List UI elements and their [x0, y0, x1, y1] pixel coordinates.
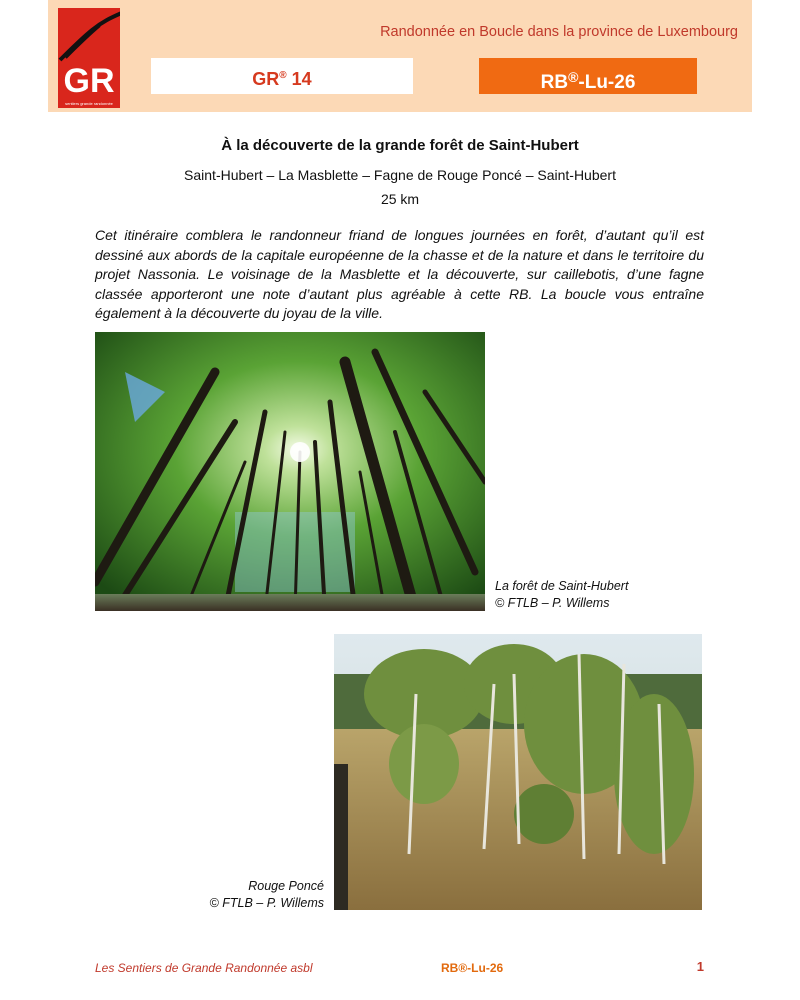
page-number: 1	[696, 959, 704, 974]
region-line: Randonnée en Boucle dans la province de Luxembourg	[380, 24, 738, 40]
fagne-photo-caption	[150, 878, 324, 912]
caption-credit: © FTLB – P. Willems	[495, 596, 610, 610]
caption-credit: © FTLB – P. Willems	[209, 896, 324, 910]
route-subtitle: Saint-Hubert – La Masblette – Fagne de Rouge Poncé – Saint-Hubert	[184, 167, 616, 183]
forest-photo-caption	[495, 578, 695, 612]
fagne-photo	[334, 634, 702, 910]
caption-title: La forêt de Saint-Hubert	[495, 579, 629, 593]
gr-box	[151, 58, 413, 94]
gr-number: 14	[286, 69, 312, 89]
forest-photo	[95, 332, 485, 611]
page-title: À la découverte de la grande forêt de Saint-Hubert	[221, 137, 579, 154]
footer-org: Les Sentiers de Grande Randonnée asbl	[95, 961, 313, 975]
rb-reg: ®	[568, 69, 579, 85]
route-distance: 25 km	[380, 191, 420, 207]
gr-code: GR	[252, 69, 280, 89]
gr-reg: ®	[279, 70, 287, 81]
rb-prefix: RB	[540, 72, 569, 93]
rb-suffix: -Lu-26	[578, 72, 636, 93]
rb-box	[479, 58, 697, 94]
header-band	[48, 0, 752, 112]
footer-code: RB®-Lu-26	[441, 961, 504, 975]
logo-text: GR	[63, 62, 115, 100]
intro-paragraph: Cet itinéraire comblera le randonneur friand de longues journées en forêt, d’autant qu’il est dessiné aux abords de la capitale européenne de la chasse et de la nature et dans le territoire du projet Nassonia. Le voisinage de la Masblette et la découverte, sur caillebotis, d’une fagne classée apporteront une note d’autant plus agréable à cette RB. La boucle vous entraîne également à la découverte du joyau de la ville.	[95, 227, 704, 321]
gr-logo	[58, 8, 120, 108]
logo-subtext: sentiers grande randonnée	[65, 101, 113, 106]
caption-title: Rouge Poncé	[248, 879, 324, 893]
